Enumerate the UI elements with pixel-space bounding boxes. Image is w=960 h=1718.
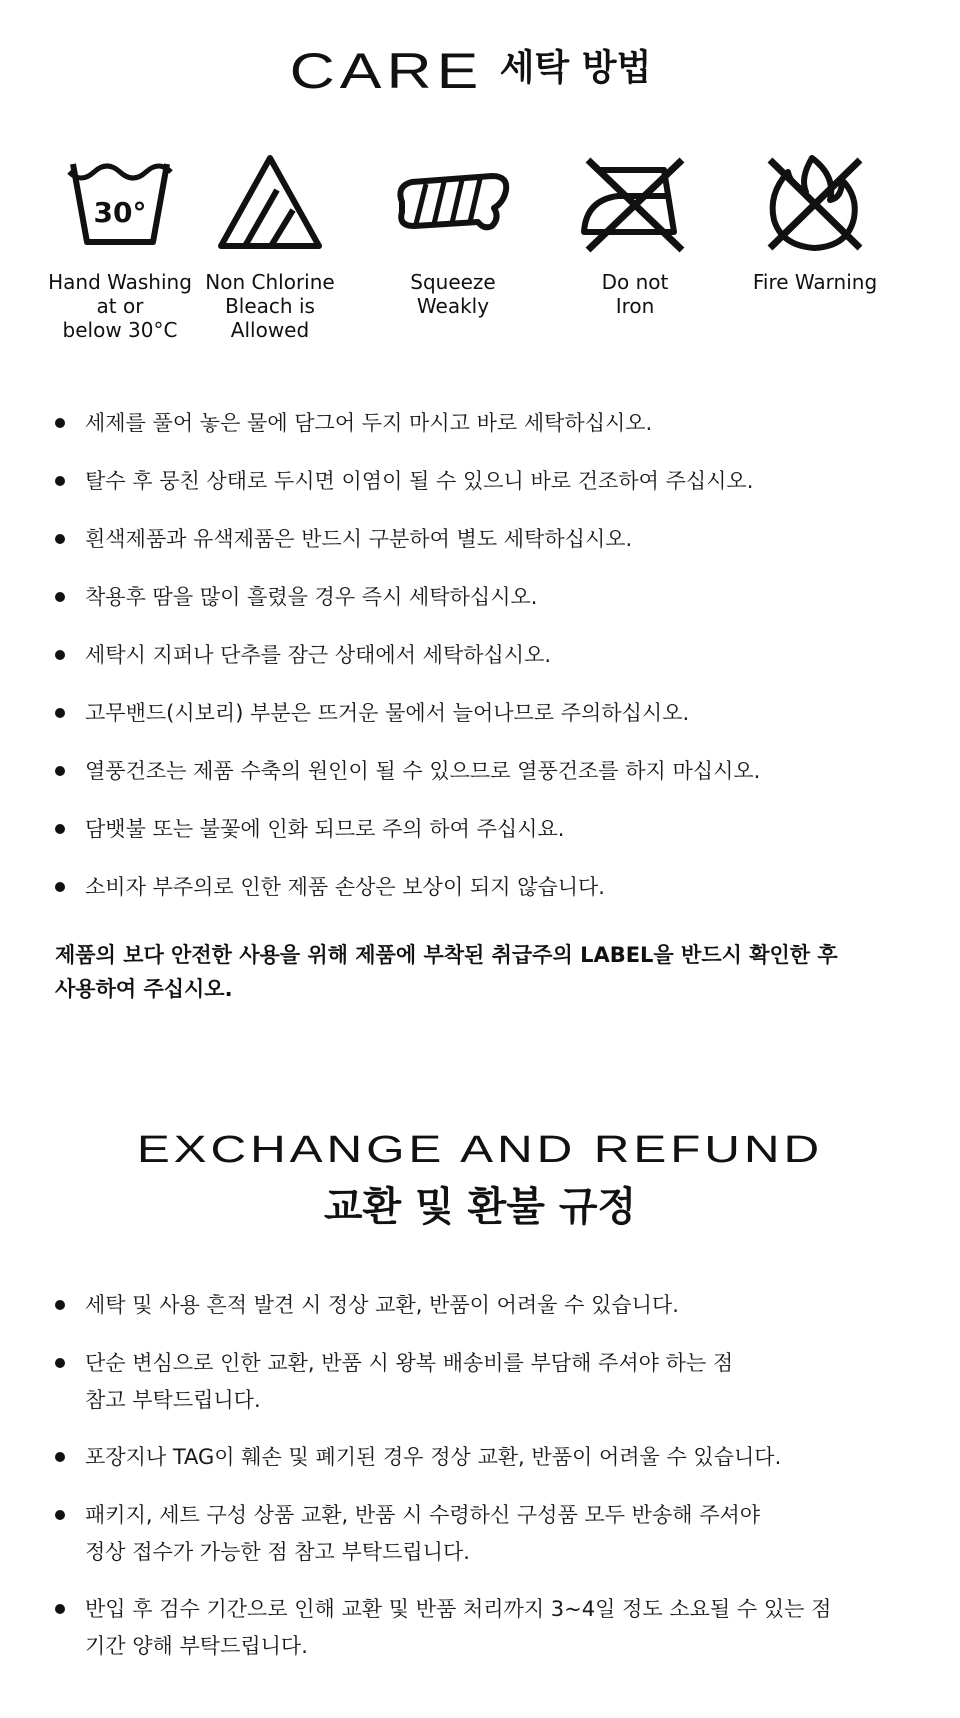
list-item-text: 세탁시 지퍼나 단추를 잠근 상태에서 세탁하십시오. bbox=[85, 643, 552, 667]
label-line: Iron bbox=[615, 294, 655, 318]
list-item bbox=[55, 757, 925, 815]
care-title-ko: 세탁 방법 bbox=[499, 47, 652, 89]
list-item-text: 포장지나 TAG이 훼손 및 폐기된 경우 정상 교환, 반품이 어려울 수 있습니다. bbox=[85, 1445, 782, 1469]
list-item-text: 반입 후 검수 기간으로 인해 교환 및 반품 처리까지 3~4일 정도 소요될 수 있는 점 bbox=[85, 1597, 832, 1621]
list-item bbox=[55, 525, 925, 583]
care-icons bbox=[30, 150, 930, 350]
exchange-title-ko: 교환 및 환불 규정 bbox=[323, 1184, 637, 1230]
hand-wash-30-icon bbox=[55, 150, 185, 260]
list-item-text: 단순 변심으로 인한 교환, 반품 시 왕복 배송비를 부담해 주셔야 하는 점 bbox=[85, 1351, 734, 1375]
bullet bbox=[55, 1510, 65, 1520]
bullet bbox=[55, 476, 65, 486]
list-item bbox=[55, 1287, 925, 1345]
care-icon-label bbox=[545, 270, 725, 318]
bullet bbox=[55, 708, 65, 718]
bullet bbox=[55, 766, 65, 776]
notice-line: 제품의 보다 안전한 사용을 위해 제품에 부착된 취급주의 LABEL을 반드시 확인한 후 bbox=[55, 943, 838, 967]
list-item-text: 패키지, 세트 구성 상품 교환, 반품 시 수령하신 구성품 모두 반송해 주셔야 bbox=[85, 1503, 761, 1527]
list-item bbox=[55, 1439, 925, 1497]
list-item bbox=[55, 1345, 925, 1439]
exchange-policy-list bbox=[55, 1287, 925, 1685]
exchange-title-en-text: EXCHANGE AND REFUND bbox=[136, 1129, 824, 1171]
non-chlorine-bleach-icon bbox=[205, 150, 335, 260]
label-line: Weakly bbox=[416, 294, 490, 318]
care-icon-fire bbox=[725, 150, 905, 294]
notice-line: 사용하여 주십시오. bbox=[55, 977, 233, 1001]
label-line: Fire Warning bbox=[752, 270, 878, 294]
list-item bbox=[55, 815, 925, 873]
list-item-text: 고무밴드(시보리) 부분은 뜨거운 물에서 늘어나므로 주의하십시오. bbox=[85, 701, 690, 725]
bullet bbox=[55, 824, 65, 834]
list-item-text: 열풍건조는 제품 수축의 원인이 될 수 있으므로 열풍건조를 하지 마십시오. bbox=[85, 759, 761, 783]
list-item-text: 담뱃불 또는 불꽃에 인화 되므로 주의 하여 주십시요. bbox=[85, 817, 565, 841]
list-item bbox=[55, 873, 925, 931]
do-not-iron-icon bbox=[570, 150, 700, 260]
label-line: Allowed bbox=[230, 318, 310, 342]
bullet bbox=[55, 882, 65, 892]
list-item-text: 참고 부탁드립니다. bbox=[85, 1388, 261, 1412]
list-item-text: 세탁 및 사용 흔적 발견 시 정상 교환, 반품이 어려울 수 있습니다. bbox=[85, 1293, 679, 1317]
bullet bbox=[55, 1604, 65, 1614]
care-icon-no-iron bbox=[545, 150, 725, 318]
list-item-text: 정상 접수가 가능한 점 참고 부탁드립니다. bbox=[85, 1540, 470, 1564]
care-label-notice bbox=[55, 938, 915, 1006]
care-icon-label bbox=[363, 270, 543, 318]
list-item-text: 세제를 풀어 놓은 물에 담그어 두지 마시고 바로 세탁하십시오. bbox=[85, 411, 653, 435]
care-instructions-list bbox=[55, 409, 925, 931]
label-line: Non Chlorine bbox=[205, 270, 335, 294]
bullet bbox=[55, 650, 65, 660]
list-item-text: 흰색제품과 유색제품은 반드시 구분하여 별도 세탁하십시오. bbox=[85, 527, 633, 551]
hand-wash-temp: 30° bbox=[93, 196, 147, 229]
list-item-text: 착용후 땀을 많이 흘렸을 경우 즉시 세탁하십시오. bbox=[85, 585, 538, 609]
fire-warning-icon bbox=[750, 150, 880, 260]
list-item bbox=[55, 699, 925, 757]
label-line: Squeeze bbox=[410, 270, 496, 294]
care-title-en: CARE bbox=[289, 42, 484, 99]
care-icon-label bbox=[180, 270, 360, 342]
list-item bbox=[55, 1591, 925, 1685]
bullet bbox=[55, 1452, 65, 1462]
squeeze-weakly-icon bbox=[388, 150, 518, 260]
care-icon-label bbox=[725, 270, 905, 294]
label-line: Bleach is bbox=[225, 294, 315, 318]
care-icon-bleach bbox=[180, 150, 360, 342]
bullet bbox=[55, 1358, 65, 1368]
label-line: below 30°C bbox=[62, 318, 178, 342]
list-item bbox=[55, 467, 925, 525]
list-item bbox=[55, 1497, 925, 1591]
list-item-text: 탈수 후 뭉친 상태로 두시면 이염이 될 수 있으니 바로 건조하여 주십시오. bbox=[85, 469, 754, 493]
bullet bbox=[55, 418, 65, 428]
label-line: Hand Washing bbox=[48, 270, 192, 294]
list-item bbox=[55, 409, 925, 467]
label-line: at or bbox=[96, 294, 144, 318]
label-line: Do not bbox=[601, 270, 669, 294]
bullet bbox=[55, 1300, 65, 1310]
list-item-text: 기간 양해 부탁드립니다. bbox=[85, 1634, 308, 1658]
list-item bbox=[55, 641, 925, 699]
bullet bbox=[55, 592, 65, 602]
exchange-title-en bbox=[0, 1128, 960, 1172]
bullet bbox=[55, 534, 65, 544]
care-icon-squeeze bbox=[363, 150, 543, 318]
care-title bbox=[0, 40, 960, 97]
list-item bbox=[55, 583, 925, 641]
list-item-text: 소비자 부주의로 인한 제품 손상은 보상이 되지 않습니다. bbox=[85, 875, 605, 899]
